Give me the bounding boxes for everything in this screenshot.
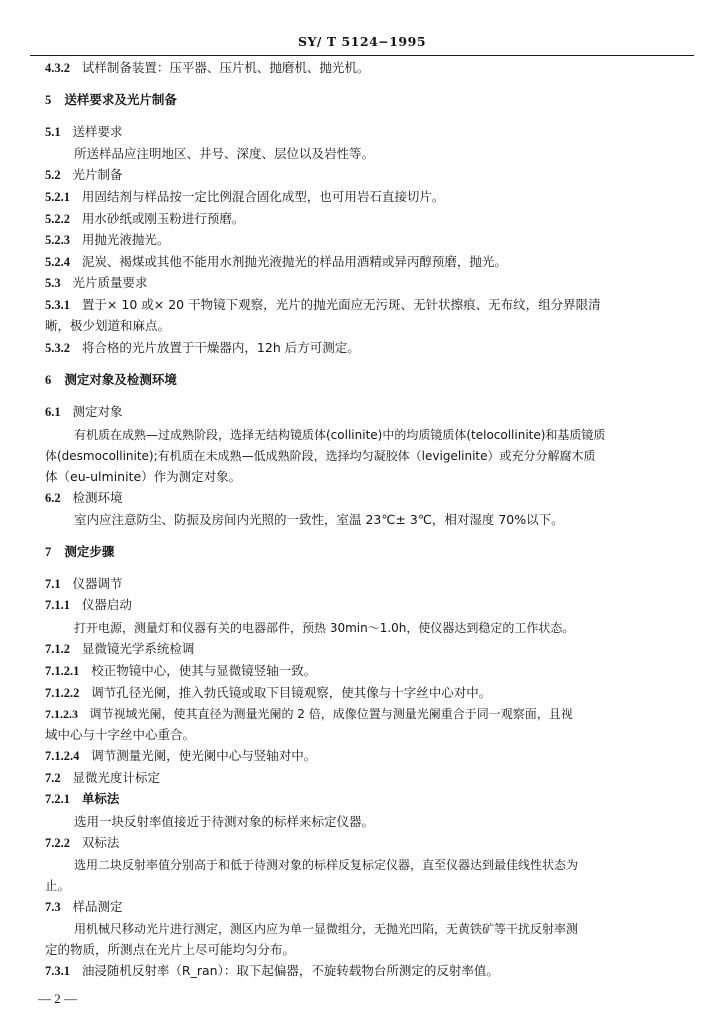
paragraph-line: 用机械尺移动光片进行测定，测区内应为单一显微组分，无抛光凹陷，无黄铁矿等干扰反射率测 (74, 922, 579, 936)
paragraph-line: 体（eu-ulminite）作为测定对象。 (45, 469, 242, 484)
clause-line: 5.1 送样要求 (45, 124, 123, 139)
clause-line: 7.2 显微光度计标定 (45, 770, 161, 785)
paragraph-line: 止。 (45, 878, 71, 893)
clause-line: 5.2.4 泥炭、褐煤或其他不能用水剂抛光液抛光的样品用酒精或异丙醇预磨，抛光。 (45, 254, 507, 269)
clause-line: 5.3.1 置于× 10 或× 20 干物镜下观察，光片的抛光面应无污斑、无针状擦痕、无布纹，组分界限清 (45, 297, 601, 312)
section-heading: 6 测定对象及检测环境 (45, 372, 177, 387)
page-number: — 2 — (38, 991, 77, 1006)
clause-line: 7.1 仪器调节 (45, 576, 123, 591)
clause-line: 7.1.2.2 调节孔径光阑，推入勃氏镜或取下目镜观察，使其像与十字丝中心对中。 (45, 685, 492, 700)
clause-line: 7.1.2.3 调节视域光阑，使其直径为测量光阑的 2 倍，成像位置与测量光阑重合于同一观察面，且视 (45, 707, 573, 721)
clause-line: 5.2.1 用固结剂与样品按一定比例混合固化成型，也可用岩石直接切片。 (45, 189, 445, 204)
clause-line: 5.3 光片质量要求 (45, 275, 148, 290)
paragraph-line: 定的物质，所测点在光片上尽可能均匀分布。 (45, 942, 296, 957)
paragraph-line: 域中心与十字丝中心重合。 (45, 727, 196, 742)
clause-line: 5.2.3 用抛光液抛光。 (45, 232, 170, 247)
clause-line: 7.3.1 油浸随机反射率（R_ran）：取下起偏器，不旋转载物台所测定的反射率值。 (45, 963, 499, 978)
clause-line: 4.3.2 试样制备装置：压平器、压片机、抛磨机、抛光机。 (45, 60, 370, 75)
clause-line: 5.2.2 用水砂纸或刚玉粉进行预磨。 (45, 211, 245, 226)
clause-line: 7.1.2 显微镜光学系统检调 (45, 641, 195, 656)
clause-line: 7.2.2 双标法 (45, 835, 120, 850)
paragraph-line: 选用一块反射率值接近于待测对象的标样来标定仪器。 (74, 814, 375, 829)
clause-line: 7.2.1 单标法 (45, 791, 120, 806)
section-heading: 5 送样要求及光片制备 (45, 92, 177, 107)
clause-line: 5.3.2 将合格的光片放置于干燥器内，12h 后方可测定。 (45, 340, 360, 355)
paragraph-line: 打开电源，测量灯和仪器有关的电器部件，预热 30min～1.0h，使仪器达到稳定的工作状态。 (74, 621, 575, 635)
standard-code-header: SY/ T 5124−1995 (297, 34, 427, 49)
clause-line: 5.2 光片制备 (45, 167, 123, 182)
paragraph-line: 晰，极少划道和麻点。 (45, 318, 171, 333)
clause-line: 6.2 检测环境 (45, 490, 123, 505)
paragraph-line: 体(desmocollinite);有机质在未成熟—低成熟阶段，选择均匀凝胶体（levigelinite）或充分分解腐木质 (45, 449, 596, 463)
clause-line: 7.1.2.4 调节测量光阑，使光阑中心与竖轴对中。 (45, 748, 317, 763)
paragraph-line: 室内应注意防尘、防振及房间内光照的一致性，室温 23℃± 3℃，相对湿度 70%以下。 (74, 512, 564, 527)
clause-line: 6.1 测定对象 (45, 404, 123, 419)
section-heading: 7 测定步骤 (45, 544, 115, 559)
clause-line: 7.1.2.1 校正物镜中心，使其与显微镜竖轴一致。 (45, 663, 317, 678)
header-rule (30, 55, 694, 56)
paragraph-line: 所送样品应注明地区、井号、深度、层位以及岩性等。 (74, 146, 375, 161)
clause-line: 7.3 样品测定 (45, 899, 123, 914)
paragraph-line: 选用二块反射率值分别高于和低于待测对象的标样反复标定仪器，直至仪器达到最佳线性状态为 (74, 858, 579, 872)
clause-line: 7.1.1 仪器启动 (45, 597, 132, 612)
paragraph-line: 有机质在成熟—过成熟阶段，选择无结构镜质体(collinite)中的均质镜质体(telocollinite)和基质镜质 (74, 428, 606, 442)
